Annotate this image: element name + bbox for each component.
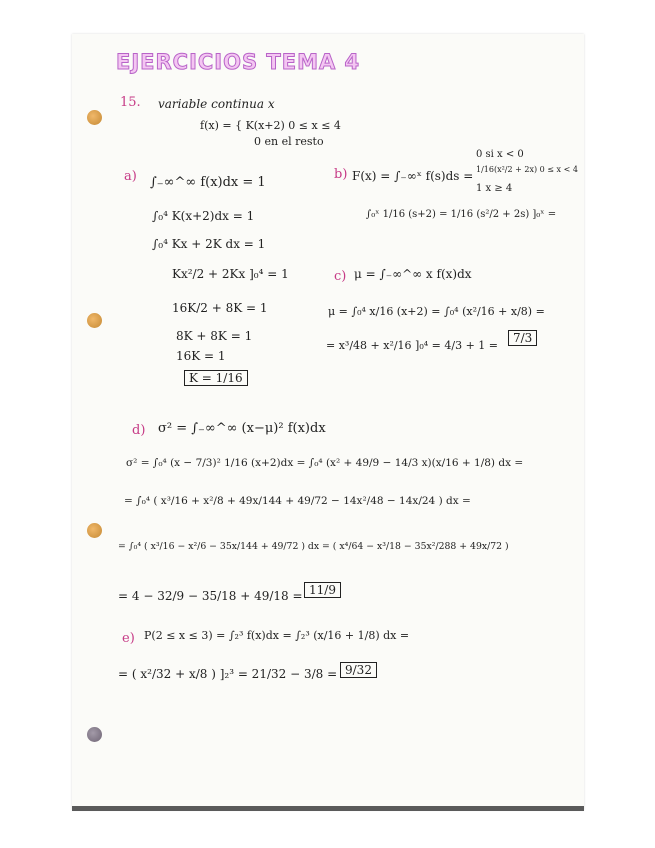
part-a-line: Kx²/2 + 2Kx ]₀⁴ = 1 [172,267,289,281]
part-a-line: ∫₀⁴ Kx + 2K dx = 1 [152,237,266,251]
fx-definition-line-1: f(x) = { K(x+2) 0 ≤ x ≤ 4 [200,119,341,132]
part-b-line-1: F(x) = ∫₋∞ˣ f(s)ds = [352,169,474,183]
part-d-line-4: = ∫₀⁴ ( x³/16 − x²/6 − 35x/144 + 49/72 ) dx = ( x⁴/64 − x³/18 − 35x²/288 + 49x/72 ) [118,541,509,552]
part-d-line-3: = ∫₀⁴ ( x³/16 + x²/8 + 49x/144 + 49/72 − 14x²/48 − 14x/24 ) dx = [124,495,471,507]
part-a-line: ∫₀⁴ K(x+2)dx = 1 [152,209,255,223]
binder-hole [87,110,102,125]
part-b-case: 0 si x < 0 [476,149,524,160]
problem-number: 15. [120,95,141,110]
part-e-label: e) [122,631,135,646]
part-d-label: d) [132,423,146,438]
part-c-label: c) [334,269,347,284]
fx-definition-line-2: 0 en el resto [254,135,324,148]
part-b-case: 1 x ≥ 4 [476,183,513,194]
part-d-line-2: σ² = ∫₀⁴ (x − 7/3)² 1/16 (x+2)dx = ∫₀⁴ (x² + 49/9 − 14/3 x)(x/16 + 1/8) dx = [126,457,524,469]
part-b-case: 1/16(x²/2 + 2x) 0 ≤ x < 4 [476,165,578,174]
part-e-line-2: = ( x²/32 + x/8 ) ]₂³ = 21/32 − 3/8 = [118,667,338,681]
part-e-result: 9/32 [340,662,377,678]
part-b-label: b) [334,167,348,182]
part-c-result: 7/3 [508,330,537,346]
part-c-line-3: = x³/48 + x²/16 ]₀⁴ = 4/3 + 1 = [326,339,498,352]
problem-statement: variable continua x [158,97,275,111]
part-a-label: a) [124,169,137,184]
part-a-line: ∫₋∞^∞ f(x)dx = 1 [150,175,266,190]
binder-hole [87,727,102,742]
page-title: EJERCICIOS TEMA 4 [116,50,361,74]
part-a-result: K = 1/16 [184,370,248,386]
part-c-line-1: μ = ∫₋∞^∞ x f(x)dx [354,267,472,281]
binder-hole [87,523,102,538]
part-e-line-1: P(2 ≤ x ≤ 3) = ∫₂³ f(x)dx = ∫₂³ (x/16 + 1/8) dx = [144,629,410,642]
page-bottom-edge [72,806,584,811]
part-d-line-5: = 4 − 32/9 − 35/18 + 49/18 = [118,589,303,603]
part-a-line: 16K/2 + 8K = 1 [172,301,268,315]
part-b-line-2: ∫₀ˣ 1/16 (s+2) = 1/16 (s²/2 + 2s) ]₀ˣ = [366,209,557,220]
part-a-line: 8K + 8K = 1 [176,329,253,343]
part-d-result: 11/9 [304,582,341,598]
part-a-line: 16K = 1 [176,349,226,363]
part-d-line-1: σ² = ∫₋∞^∞ (x−μ)² f(x)dx [158,421,326,436]
binder-hole [87,313,102,328]
part-c-line-2: μ = ∫₀⁴ x/16 (x+2) = ∫₀⁴ (x²/16 + x/8) = [328,305,545,318]
